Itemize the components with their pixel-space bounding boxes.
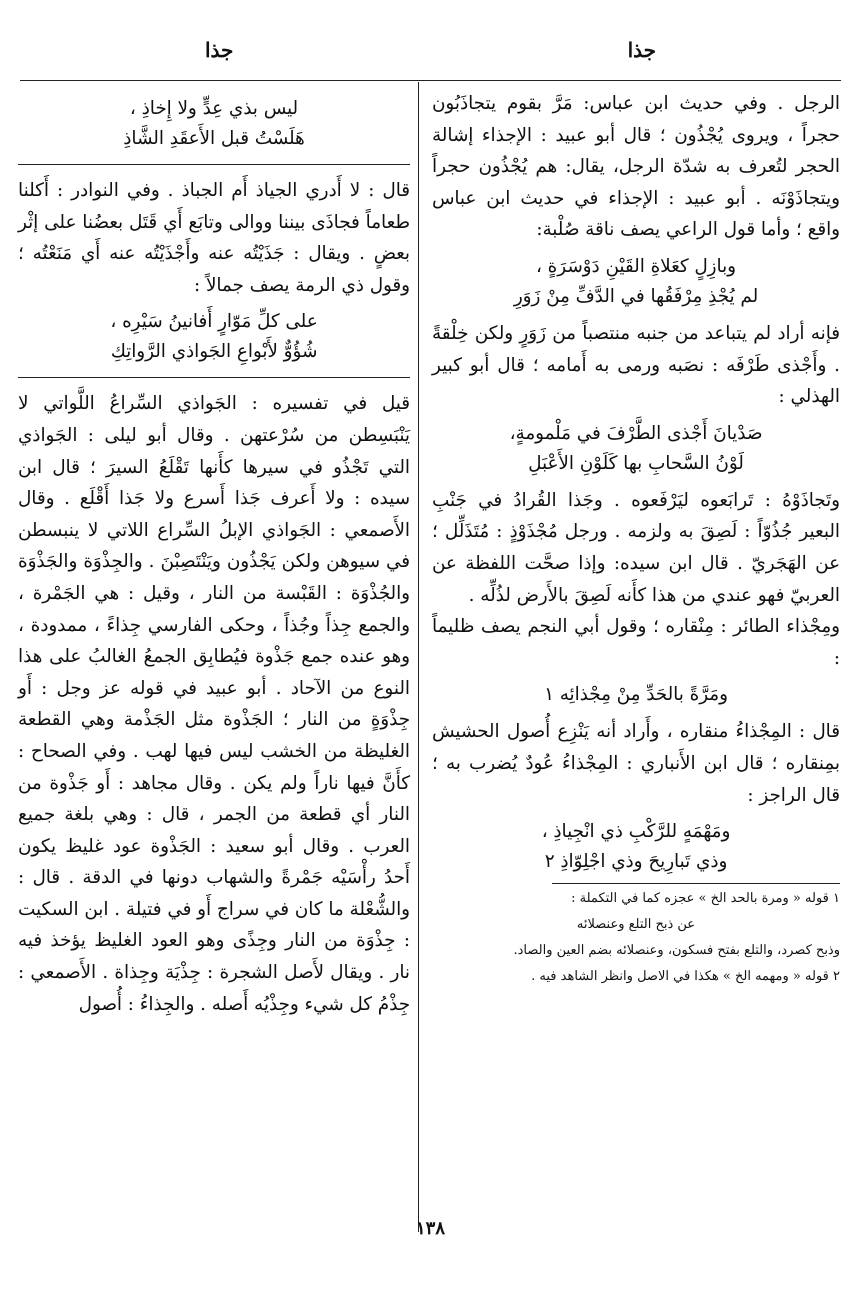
verse-line: شُؤُوٌّ لأَبْواعِ الجَواذي الرَّواتِكِ [110, 341, 318, 363]
verse [18, 307, 410, 367]
footnote: ٢ قوله « ومهمه الخ » هكذا في الاصل وانظر الشاهد فيه . [531, 969, 840, 985]
right-column [432, 88, 840, 990]
paragraph: فإنه أراد لم يتباعد من جنبه منتصباً من زَوَرٍ ولكن خِلْقةً . وأَجْذى طَرْفَه : نصَبه ورمى به أَمامه ؛ قال أبو كبير الهذلي : [432, 322, 840, 408]
verse [18, 94, 410, 154]
verse [432, 419, 840, 479]
footnote: وذبح كصرد، والتلع بفتح فسكون، وعنصلائه بضم العين والصاد. [513, 943, 840, 959]
footnote: ١ قوله « ومرة بالحد الخ » عجزه كما في التكملة : [571, 891, 840, 907]
verse-line: ومَهْمَهٍ للرَّكْبِ ذي انْجِياذِ ، [541, 821, 731, 843]
right-header-title: جذا [627, 38, 656, 62]
footnote-verse: عن ذبح التلع وعنصلائه [576, 917, 696, 933]
verse-line: ليس بذي عِدٍّ ولا إِخاذِ ، [129, 98, 299, 119]
footnote-rule [552, 883, 840, 884]
paragraph: الرجل . وفي حديث ابن عباس: مَرَّ بقوم يتجاذَبُون حجراً ، ويروى يُجْذُون ؛ قال أبو عبيد : الإجذاء إشالة الحجر لتُعرف به شدّة الرجل، يقال: هم يُجْذُون حجراً ويتجاذَوْنَه . أبو عبيد : الإجذاء في حديث ابن عباس واقع ؛ وأما قول الراعي يصف ناقة صُلْبة: [432, 93, 840, 241]
paragraph: وتَجاذَوْهُ : تَرابَعوه ليَرْفَعوه . وجَذا القُرادُ في جَنْبِ البعير جُذُوّاً : لَصِقَ به ولزمه . ورجل مُجْذَوْذٍ : مُتَذَلِّل ؛ عن الهَجَريّ . قال ابن سيده: وإذا صحَّت اللفظة عن العربيّ فهو عندي من هذا كأَنه لَصِقَ بالأَرض لذُلِّه . [432, 489, 840, 606]
verse-line: على كلِّ مَوّارٍ أَفانينُ سَيْرِه ، [110, 311, 318, 333]
verse [432, 680, 840, 710]
verse-line: هَلَسْتُ قبل الأَعقَدِ الشَّاذِ [123, 128, 305, 149]
paragraph: قيل في تفسيره : الجَواذي السِّراعُ اللَّواتي لا يَنْبَسِطن من سُرْعتهن . وقال أبو ليلى : الجَواذي التي تَجْذُو في سيرها كأَنها تَقْلَعُ السيرَ ؛ قال ابن سيده : ولا أَعرف جَذا أَسرع ولا جَذا أَقْلَع . وقال الأَصمعي : الجَواذي الإبلُ السِّراع اللاتي لا ينبسطن في سيوهن ولكن يَجْذُون ويَنْتَصِبْنَ . والجِذْوَة والجَذْوَة والجُذْوَة : القَبْسة من النار ، وقيل : هي الجَمْرة ، والجمع جِذاً وجُذاً ، وحكى الفارسي جِذاءً ، ممدودة ، وهو عنده جمع جَذْوة فيُطابِق الجمعُ الغالبُ على هذا النوع من الآحاد . أبو عبيد في قوله عز وجل : أَو جِذْوَةٍ من النار ؛ الجَذْوة مثل الجَذْمة وهي القطعة الغليظة من الخشب ليس فيها لهب . وفي الصحاح : كأَنَّ فيها ناراً ولم يكن . وقال مجاهد : أَو جَذْوة من النار أي قطعة من الجمر ، قال : وهي بلغة جميع العرب . وقال أبو سعيد : الجَذْوة عود غليظ يكون أَحدُ رأْسَيْه جَمْرةً والشهاب دونها في الدقة . قال : والشُّعْلة ما كان في سراج أَو في فتيلة . ابن السكيت : جِذْوَة من النار وجِذًى وهو العود الغليظ يؤخذ فيه نار . ويقال لأَصل الشجرة : جِذْيَة وجِذاة . الأَصمعي : جِذْمُ كل شيء وجِذْيُه أَصله . والجِذاءُ : أُصول [18, 393, 410, 1015]
verse-line: وذي تَبارِيحَ وذي اجْلِوّاذِ ٢ [544, 851, 728, 873]
left-column [18, 88, 410, 1020]
paragraph: قال : لا أَدري الجياذ أَم الجباذ . وفي النوادر : أَكلنا طعاماً فجاذَى بيننا ووالى وتابَع أَي قَتَل بعضُنا على إثْر بعضٍ . ويقال : جَذَيْتُه عنه وأَجْذَيْتُه عنه أَي مَنَعْتُه ؛ وقول ذي الرمة يصف جمالاً : [18, 180, 410, 296]
verse [432, 252, 840, 312]
page-number: ١٣٨ [415, 1218, 445, 1239]
verse-line: صَدْيانَ أَجْذى الطَّرْفَ في مَلْمومةٍ، [509, 422, 763, 444]
paragraph: قال : المِجْذاءُ منقاره ، وأَراد أنه يَنْزِع أُصول الحشيش بمِنقاره ؛ قال ابن الأَنباري : المِجْذاءُ عُودٌ يُضرب به ؛ قال الراجز : [432, 721, 840, 806]
column-divider [418, 82, 419, 1232]
verse [432, 817, 840, 877]
verse-line: لم يُجْذِ مِرْفَقُها في الدَّفِّ مِنْ زَوَرِ [513, 285, 759, 307]
left-header-title: جذا [205, 38, 234, 62]
verse-line: ومَرَّةً بالحَدِّ مِنْ مِجْذائِه ١ [544, 684, 728, 706]
verse-line: لَوْنُ السَّحابِ بها كَلَوْنِ الأَعْبَلِ [528, 452, 744, 474]
section-rule [18, 164, 410, 165]
header-rule [20, 80, 841, 81]
paragraph: ومِجْذاء الطائر : مِنْقاره ؛ وقول أبي النجم يصف ظليماً : [432, 616, 840, 669]
verse-line: وبازِلٍ كعَلاةِ القَيْنِ دَوْسَرَةٍ ، [535, 255, 737, 277]
section-rule [18, 377, 410, 378]
